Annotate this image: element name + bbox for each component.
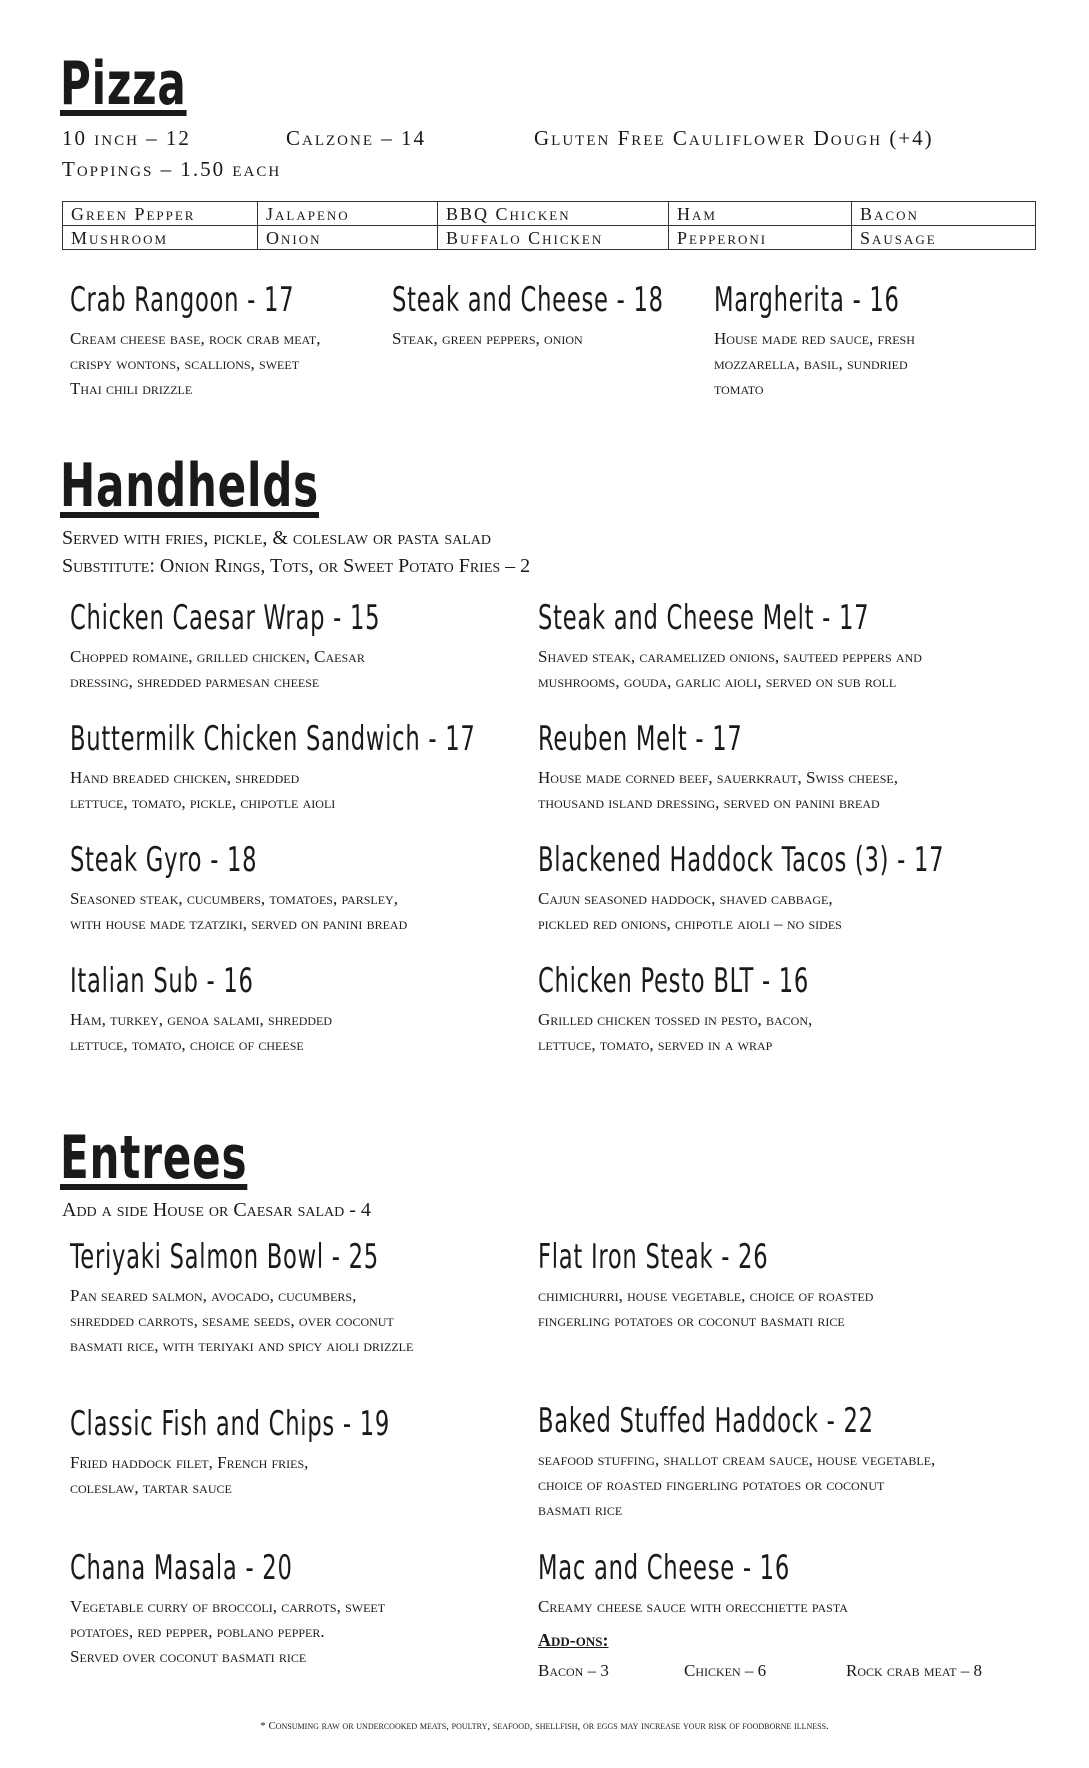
item-description: Pan seared salmon, avocado, cucumbers, shredded carrots, sesame seeds, over coconut basmati rice, with teriyaki and spicy aioli drizzle [70, 1286, 414, 1355]
menu-item [70, 840, 510, 936]
item-title: Reuben Melt - 17 [538, 719, 743, 759]
item-title: Crab Rangoon - 17 [70, 280, 295, 320]
menu-item [538, 1401, 1038, 1522]
item-description: Seasoned steak, cucumbers, tomatoes, parsley, with house made tzatziki, served on panini bread [70, 889, 408, 933]
item-description: chimichurri, house vegetable, choice of roasted fingerling potatoes or coconut basmati rice [538, 1286, 874, 1330]
menu-item [70, 598, 510, 694]
addon-item: Chicken – 6 [684, 1661, 767, 1680]
menu-item [70, 280, 380, 401]
entrees-section-title: Entrees [60, 1123, 248, 1193]
topping-cell: Buffalo Chicken [438, 226, 669, 250]
menu-item [538, 961, 1038, 1057]
menu-item [538, 1237, 1038, 1333]
item-description: Hand breaded chicken, shredded lettuce, tomato, pickle, chipotle aioli [70, 768, 336, 812]
addons-label: Add-ons: [538, 1630, 609, 1650]
item-title: Steak Gyro - 18 [70, 840, 258, 880]
topping-cell: Sausage [852, 226, 1036, 250]
topping-cell: Pepperoni [669, 226, 852, 250]
item-description: Fried haddock filet, French fries, coleslaw, tartar sauce [70, 1453, 309, 1497]
item-title: Margherita - 16 [714, 280, 900, 320]
item-description: Ham, turkey, genoa salami, shredded lettuce, tomato, choice of cheese [70, 1010, 333, 1054]
menu-item [392, 280, 692, 351]
toppings-table [62, 201, 1036, 250]
menu-item [70, 1548, 520, 1669]
item-description: Cajun seasoned haddock, shaved cabbage, pickled red onions, chipotle aioli – no sides [538, 889, 842, 933]
menu-item [714, 280, 1014, 401]
item-title: Chana Masala - 20 [70, 1548, 293, 1588]
item-title: Steak and Cheese Melt - 17 [538, 598, 870, 638]
menu-item [70, 1404, 520, 1500]
menu-item [538, 1548, 1038, 1619]
item-description: Shaved steak, caramelized onions, sauteed peppers and mushrooms, gouda, garlic aioli, served on sub roll [538, 647, 922, 691]
handhelds-sides-note: Served with fries, pickle, & coleslaw or pasta salad [62, 527, 492, 549]
food-safety-disclaimer: * Consuming raw or undercooked meats, poultry, seafood, shellfish, or eggs may increase your risk of foodborne illness. [260, 1720, 829, 1732]
gluten-free-option: Gluten Free Cauliflower Dough (+4) [534, 126, 934, 150]
addon-item: Rock crab meat – 8 [846, 1661, 983, 1680]
topping-cell: BBQ Chicken [438, 202, 669, 226]
topping-cell: Mushroom [63, 226, 258, 250]
topping-cell: Jalapeno [258, 202, 438, 226]
item-title: Mac and Cheese - 16 [538, 1548, 790, 1588]
menu-item [70, 1237, 520, 1358]
item-description: Vegetable curry of broccoli, carrots, sweet potatoes, red pepper, poblano pepper. Served over coconut basmati rice [70, 1597, 386, 1666]
item-title: Blackened Haddock Tacos (3) - 17 [538, 840, 945, 880]
item-description: House made corned beef, sauerkraut, Swiss cheese, thousand island dressing, served on panini bread [538, 768, 898, 812]
item-title: Teriyaki Salmon Bowl - 25 [70, 1237, 379, 1277]
item-title: Steak and Cheese - 18 [392, 280, 664, 320]
toppings-row [63, 202, 1036, 226]
item-title: Classic Fish and Chips - 19 [70, 1404, 391, 1444]
menu-item [70, 961, 510, 1057]
menu-item [538, 598, 1038, 694]
item-title: Chicken Pesto BLT - 16 [538, 961, 810, 1001]
handhelds-section-title: Handhelds [60, 451, 319, 521]
menu-item [538, 719, 1038, 815]
toppings-price: Toppings – 1.50 each [62, 157, 282, 181]
item-description: Grilled chicken tossed in pesto, bacon, lettuce, tomato, served in a wrap [538, 1010, 813, 1054]
item-description: seafood stuffing, shallot cream sauce, house vegetable, choice of roasted fingerling potatoes or coconut basmati rice [538, 1450, 936, 1519]
topping-cell: Green Pepper [63, 202, 258, 226]
menu-item [70, 719, 510, 815]
pizza-section-title: Pizza [60, 49, 187, 119]
topping-cell: Bacon [852, 202, 1036, 226]
item-description: Steak, green peppers, onion [392, 329, 583, 348]
item-title: Buttermilk Chicken Sandwich - 17 [70, 719, 476, 759]
toppings-row [63, 226, 1036, 250]
topping-cell: Ham [669, 202, 852, 226]
topping-cell: Onion [258, 226, 438, 250]
menu-item [538, 840, 1038, 936]
item-title: Italian Sub - 16 [70, 961, 254, 1001]
item-description: Chopped romaine, grilled chicken, Caesar dressing, shredded parmesan cheese [70, 647, 365, 691]
entrees-side-note: Add a side House or Caesar salad - 4 [62, 1199, 371, 1221]
item-description: House made red sauce, fresh mozzarella, basil, sundried tomato [714, 329, 915, 398]
handhelds-substitute-note: Substitute: Onion Rings, Tots, or Sweet Potato Fries – 2 [62, 555, 531, 577]
item-description: Creamy cheese sauce with orecchiette pasta [538, 1597, 848, 1616]
calzone-price: Calzone – 14 [286, 126, 426, 150]
pizza-size-price: 10 inch – 12 [62, 126, 191, 150]
item-description: Cream cheese base, rock crab meat, crispy wontons, scallions, sweet Thai chili drizzle [70, 329, 321, 398]
item-title: Chicken Caesar Wrap - 15 [70, 598, 381, 638]
item-title: Flat Iron Steak - 26 [538, 1237, 769, 1277]
item-title: Baked Stuffed Haddock - 22 [538, 1401, 874, 1441]
addon-item: Bacon – 3 [538, 1661, 609, 1680]
